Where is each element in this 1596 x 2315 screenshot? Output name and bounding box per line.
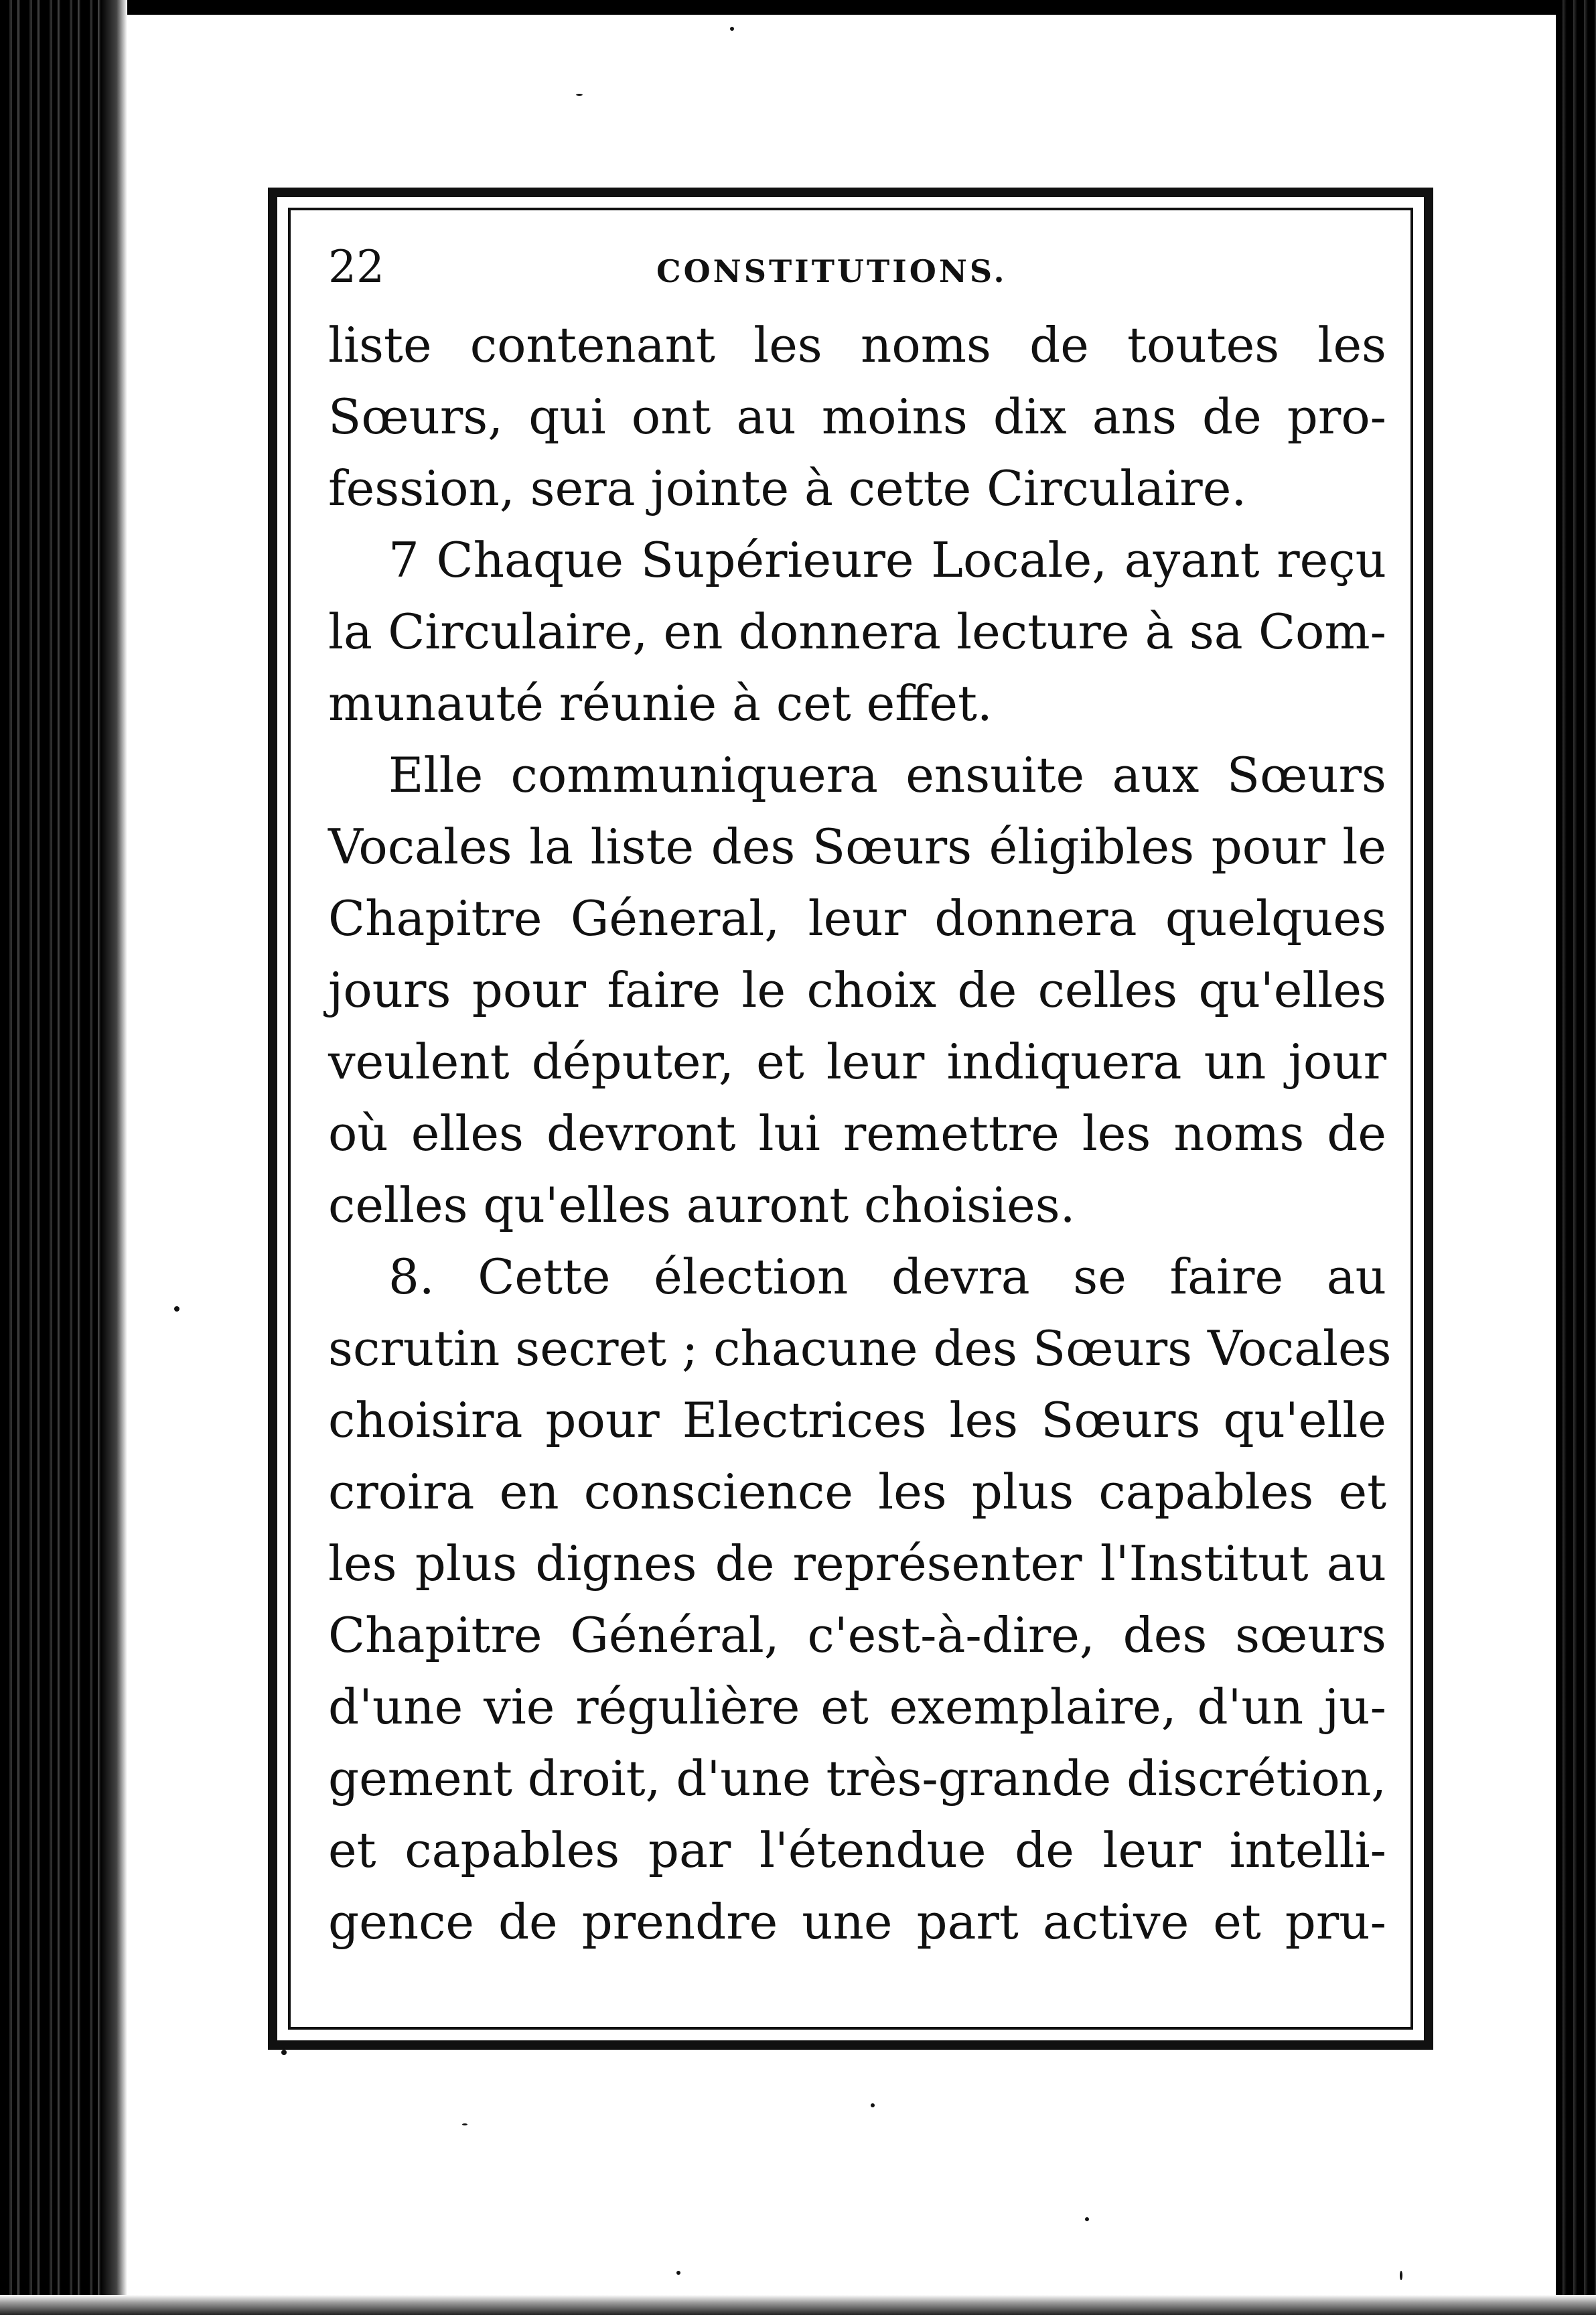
text-line: la Circulaire, en donnera lecture à sa Com- xyxy=(328,604,1386,660)
running-head xyxy=(328,241,1400,301)
scan-speck xyxy=(281,2050,287,2055)
running-head-title: CONSTITUTIONS. xyxy=(656,253,1007,289)
text-line: Elle communiquera ensuite aux Sœurs xyxy=(388,747,1386,803)
scan-speck xyxy=(1085,2217,1089,2221)
text-line: et capables par l'étendue de leur intelli- xyxy=(328,1822,1386,1878)
paragraph-article-8 xyxy=(328,1241,1400,1958)
text-line: liste contenant les noms de toutes les xyxy=(328,317,1386,373)
text-line: croira en conscience les plus capables et xyxy=(328,1464,1386,1520)
scan-speck xyxy=(871,2103,875,2107)
scan-speck xyxy=(1400,2271,1402,2280)
scan-speck xyxy=(676,2271,680,2275)
book-binding-left-shadow xyxy=(100,0,127,2315)
text-line: jours pour faire le choix de celles qu'elles xyxy=(328,962,1386,1018)
text-line: Sœurs, qui ont au moins dix ans de pro- xyxy=(328,389,1386,445)
text-line: gence de prendre une part active et pru- xyxy=(328,1894,1386,1950)
scan-speck xyxy=(462,2123,467,2125)
paragraph-1 xyxy=(328,309,1400,524)
text-line: scrutin secret ; chacune des Sœurs Vocales xyxy=(328,1320,1392,1377)
text-line: gement droit, d'une très-grande discrétion, xyxy=(328,1750,1387,1807)
text-line: veulent députer, et leur indiquera un jour xyxy=(328,1034,1386,1090)
text-line: Chapitre Géneral, leur donnera quelques xyxy=(328,890,1386,946)
paragraph-article-7 xyxy=(328,524,1400,740)
text-line: celles qu'elles auront choisies. xyxy=(328,1177,1076,1233)
paragraph-elle-communiquera xyxy=(328,740,1400,1241)
text-line: Chapitre Général, c'est-à-dire, des sœurs xyxy=(328,1607,1386,1663)
text-line: les plus dignes de représenter l'Institut au xyxy=(328,1535,1386,1592)
scan-top-edge xyxy=(0,0,1596,15)
scan-speck xyxy=(730,27,734,31)
scan-speck xyxy=(576,94,583,96)
page-number: 22 xyxy=(328,241,384,293)
text-line: d'une vie régulière et exemplaire, d'un ju- xyxy=(328,1679,1386,1735)
text-line: choisira pour Electrices les Sœurs qu'elle xyxy=(328,1392,1386,1448)
book-edge-right xyxy=(1556,0,1596,2315)
text-line: 7 Chaque Supérieure Locale, ayant reçu xyxy=(388,532,1386,588)
text-line: fession, sera jointe à cette Circulaire. xyxy=(328,460,1247,516)
scan-speck xyxy=(174,1306,179,1312)
text-line: munauté réunie à cet effet. xyxy=(328,675,993,731)
scan-bottom-edge xyxy=(0,2295,1596,2315)
page-text-block xyxy=(328,241,1400,1958)
text-line: 8. Cette élection devra se faire au xyxy=(388,1249,1386,1305)
text-line: Vocales la liste des Sœurs éligibles pour le xyxy=(328,819,1386,875)
text-line: où elles devront lui remettre les noms de xyxy=(328,1105,1386,1162)
